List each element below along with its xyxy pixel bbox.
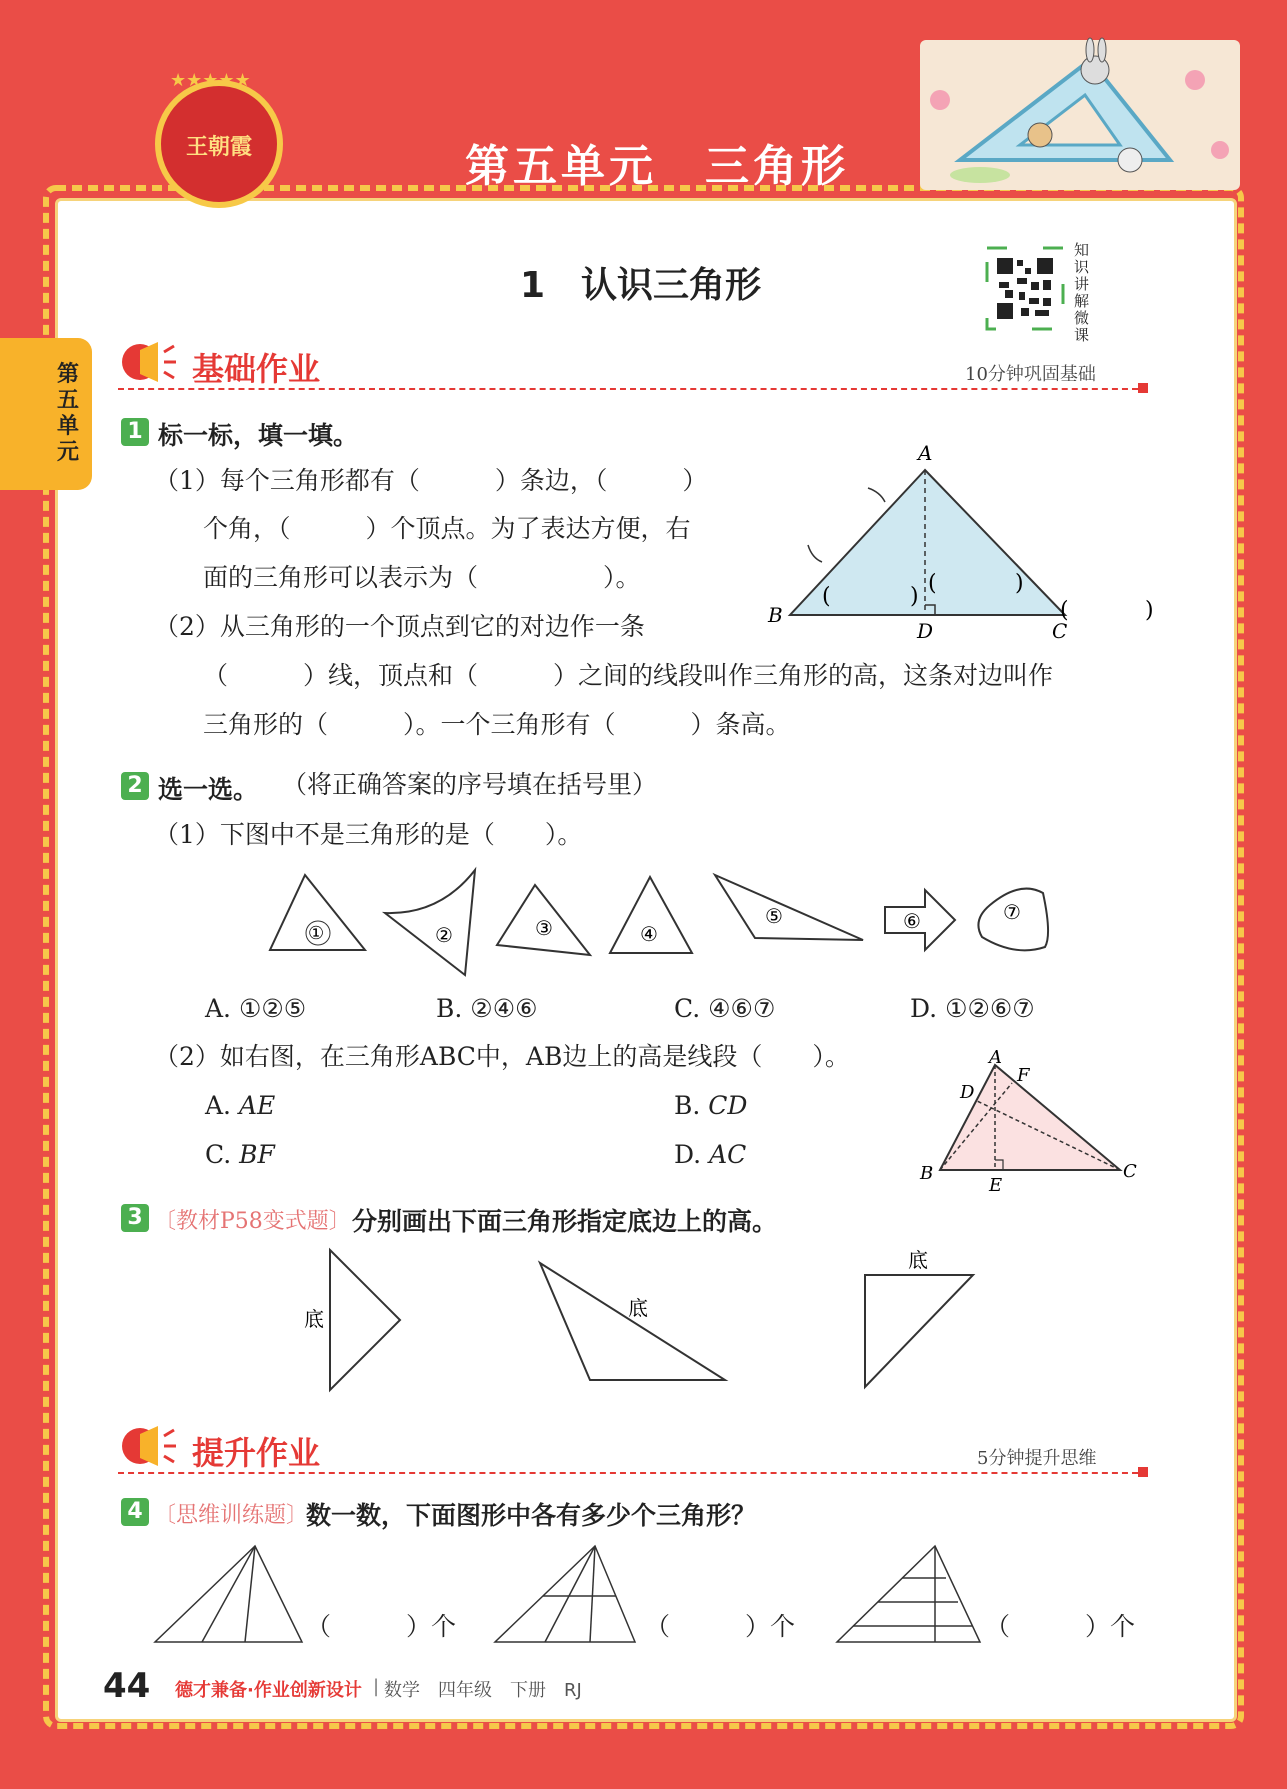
option-value: ④⑥⑦ [708,994,776,1023]
section-subtitle-basic: 10分钟巩固基础 [965,364,1096,385]
vertex-b-label: B [768,603,783,627]
qr-caption-char: 解 [1074,292,1090,310]
option-value: AE [238,1091,276,1120]
qr-caption-char: 知 [1074,241,1090,259]
question-4-tag: 〔思维训练题〕 [154,1503,309,1528]
blank-paren-close: ) [910,584,919,609]
q2-option-c[interactable] [674,994,775,1023]
shape-6-label: ⑥ [903,909,921,933]
option-letter: A. [205,1091,232,1120]
vertex-c-label: C [1052,619,1068,643]
question-3-title: 分别画出下面三角形指定底边上的高。 [352,1207,778,1236]
q1-line-5: （ ）线，顶点和（ ）之间的线段叫作三角形的高，这条对边叫作 [203,661,1054,690]
footer-info: 数学 四年级 下册 RJ [384,1680,582,1701]
megaphone-icon [118,340,180,384]
q4-figures [150,1540,990,1650]
blank-paren-open: ( [1060,598,1069,623]
triangle-abc-figure [760,440,1160,650]
option-letter: B. [436,994,463,1023]
option-letter: D. [674,1140,702,1169]
section-subtitle-advance: 5分钟提升思维 [977,1448,1097,1469]
base-label-2: 底 [628,1296,648,1320]
option-letter: A. [205,994,232,1023]
blank-paren-close: ) [1145,598,1154,623]
foot-d-label: D [917,619,934,643]
figure-c [837,1546,980,1642]
q1-line-2: 个角，（ ）个顶点。为了表达方便，右 [203,514,691,543]
q2-option-a[interactable] [205,994,306,1023]
lesson-title: 1 认识三角形 [520,265,762,306]
q2-option-d[interactable] [910,994,1035,1023]
triangle-abc-heights-figure [905,1045,1137,1196]
q1-line-1: （1）每个三角形都有（ ）条边，（ ） [154,466,708,495]
section-title-basic: 基础作业 [192,350,321,388]
qr-caption [1074,242,1094,344]
base-label-1: 底 [304,1307,324,1331]
figure-b [495,1546,635,1642]
option-value: BF [239,1140,275,1169]
q4-answer-b[interactable]: （ ）个 [645,1612,796,1641]
option-letter: C. [205,1140,232,1169]
shape-2-label: ② [435,923,453,947]
q2-2-option-a[interactable] [205,1091,275,1120]
q3-triangles [290,1245,1010,1395]
option-value: AC [709,1140,747,1169]
question-4-title: 数一数，下面图形中各有多少个三角形？ [306,1501,757,1530]
section-title-advance: 提升作业 [192,1434,321,1472]
blank-paren-open: ( [928,571,937,596]
option-letter: D. [910,994,938,1023]
label-e: E [989,1175,1003,1196]
option-value: ①②⑥⑦ [945,994,1035,1023]
figure-a [155,1546,302,1642]
page-number: 44 [103,1666,151,1706]
option-value: ②④⑥ [470,994,538,1023]
divider-end-marker [1138,383,1148,393]
question-number-3: 3 [121,1204,149,1232]
question-3-tag: 〔教材P58变式题〕 [154,1209,351,1234]
label-a: A [989,1047,1002,1068]
qr-caption-char: 微 [1074,309,1090,327]
rabbits-illustration [920,40,1240,190]
vertex-a-label: A [918,441,933,465]
base-label-3: 底 [908,1248,928,1272]
blank-paren-open: ( [822,584,831,609]
q1-line-4: （2）从三角形的一个顶点到它的对边作一条 [154,612,645,641]
shape-4-label: ④ [640,922,658,946]
qr-caption-char: 讲 [1074,275,1090,293]
q1-line-3: 面的三角形可以表示为（ ）。 [203,563,641,592]
q4-answer-c[interactable]: （ ）个 [985,1612,1136,1641]
question-number-2: 2 [121,772,149,800]
q4-answer-a[interactable]: （ ）个 [306,1612,457,1641]
section-divider [118,1472,1138,1474]
label-c: C [1123,1161,1137,1182]
unit-title: 第五单元 三角形 [465,141,849,192]
label-f: F [1017,1065,1030,1086]
question-2-note: （将正确答案的序号填在括号里） [282,770,658,799]
qr-caption-char: 课 [1074,326,1090,344]
logo-text: 王朝霞 [185,134,252,160]
question-1-title: 标一标，填一填。 [158,421,359,450]
question-number-1: 1 [121,418,149,446]
qr-code-icon [985,246,1065,331]
qr-caption-char: 识 [1074,258,1090,276]
footer-divider: | [373,1676,380,1697]
shape-5-label: ⑤ [765,904,783,928]
side-tab-text: 第五单元 [57,362,80,465]
logo-badge [155,80,283,208]
blank-paren-close: ) [1015,571,1024,596]
label-d: D [960,1082,975,1103]
shape-1-label: ① [308,923,325,944]
question-number-4: 4 [121,1498,149,1526]
footer-book: 德才兼备·作业创新设计 [175,1680,362,1701]
label-b: B [920,1163,934,1184]
megaphone-icon [118,1424,180,1468]
q2-2-option-b[interactable] [674,1091,747,1120]
q2-sub-2: （2）如右图，在三角形ABC中，AB边上的高是线段（ ）。 [154,1042,850,1071]
q2-sub-1: （1）下图中不是三角形的是（ ）。 [154,820,583,849]
section-divider [118,388,1138,390]
logo-stars: ★★★★★ [170,70,251,91]
divider-end-marker [1138,1467,1148,1477]
option-letter: C. [674,994,701,1023]
q2-option-b[interactable] [436,994,538,1023]
q2-2-option-c[interactable] [205,1140,275,1169]
q1-line-6: 三角形的（ ）。一个三角形有（ ）条高。 [203,710,791,739]
shapes-row [260,865,1060,985]
question-2-title: 选一选。 [158,775,259,804]
shape-7-label: ⑦ [1003,900,1021,924]
option-value: CD [708,1091,748,1120]
option-value: ①②⑤ [238,994,307,1023]
q2-2-option-d[interactable] [674,1140,746,1169]
option-letter: B. [674,1091,701,1120]
shape-3-label: ③ [535,916,553,940]
